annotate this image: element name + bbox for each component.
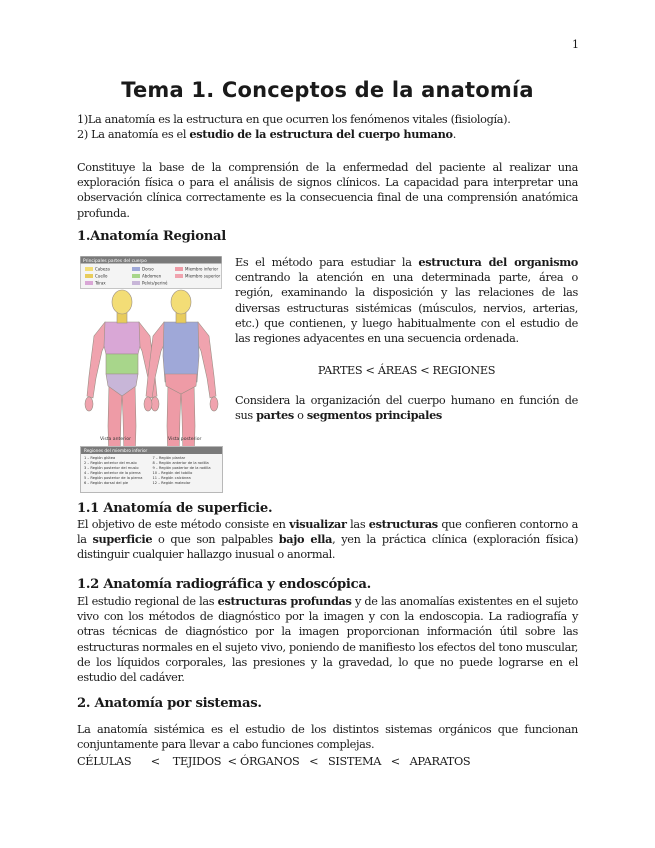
page-number: 1 xyxy=(572,38,579,51)
legend-head: Cabeza xyxy=(95,266,110,272)
systems-paragraph: La anatomía sistémica es el estudio de los distintos sistemas orgánicos que funcionan conjuntamente para llevar a cabo funciones complejas. xyxy=(77,723,578,752)
regional-formula: PARTES < ÁREAS < REGIONES xyxy=(317,364,496,377)
region-item: 2 – Región anterior del muslo xyxy=(84,461,137,465)
region-item: 11 – Región calcánea xyxy=(152,476,191,480)
intro-list xyxy=(77,112,577,142)
regions-list xyxy=(81,454,222,487)
region-item: 12 – Región maleolar xyxy=(152,481,191,485)
region-item: 6 – Región dorsal del pie xyxy=(84,481,129,485)
region-item: 4 – Región anterior de la pierna xyxy=(84,471,141,475)
legend-pelvis: Pelvis/periné xyxy=(142,280,168,286)
section-1-heading: 1.Anatomía Regional xyxy=(77,229,226,244)
radiographic-paragraph: El estudio regional de las estructuras profundas y de las anomalías existentes en el sujeto vivo con los métodos de diagnóstico por la imagen y con la endoscopia. La radiografía y otras técnicas de diagnóstico por la imagen proporcionan información útil sobre las estructuras normales en el sujeto vivo, poniendo de manifiesto los efectos del tono muscular, de los líquidos corporales, las presiones y la gravedad, lo que no puede lograrse en el estudio del cadáver. xyxy=(77,594,579,685)
region-item: 3 – Región posterior del muslo xyxy=(84,466,139,470)
surface-paragraph: El objetivo de este método consiste en visualizar las estructuras que confieren contorno a la superficie o que son palpables bajo ella, yen la práctica clínica (exploración física) distinguir cualquier hallazgo inusual o anormal. xyxy=(77,517,578,562)
region-item: 7 – Región plantar xyxy=(152,456,186,460)
section-1-1-heading: 1.1 Anatomía de superficie. xyxy=(77,501,273,516)
section-2-heading: 2. Anatomía por sistemas. xyxy=(77,696,262,711)
legend-title: Principales partes del cuerpo xyxy=(83,259,147,264)
legend-upper-limb: Miembro superior xyxy=(185,273,221,279)
region-item: 10 – Región del tobillo xyxy=(152,471,193,475)
region-item: 8 – Región anterior de la rodilla xyxy=(152,461,209,465)
regions-table xyxy=(80,446,223,493)
legend-abdomen: Abdomen xyxy=(142,273,162,279)
region-item: 9 – Región posterior de la rodilla xyxy=(152,466,211,470)
regions-table-title: Regiones del miembro inferior xyxy=(81,447,222,454)
front-view-label: Vista anterior xyxy=(100,437,132,442)
regional-paragraph: Es el método para estudiar la estructura del organismo centrando la atención en una determinada parte, área o región, examinando la disposición y las relaciones de las diversas estructuras sistémicas (músculos, nervios, arterias, etc.) que contienen, y luego habitualmente con el estudio de las regiones adyacentes en una secuencia ordenada. xyxy=(235,255,578,346)
legend-thorax: Tórax xyxy=(95,280,106,286)
back-view-label: Vista posterior xyxy=(168,437,202,442)
intro-item-1: 1)La anatomía es la estructura en que ocurren los fenómenos vitales (fisiología). xyxy=(77,113,511,126)
region-item: 5 – Región posterior de la pierna xyxy=(84,476,143,480)
page-title: Tema 1. Conceptos de la anatomía xyxy=(121,78,534,102)
legend-neck: Cuello xyxy=(95,273,108,279)
section-1-2-heading: 1.2 Anatomía radiográfica y endoscópica. xyxy=(77,577,371,592)
intro-item-2: 2) La anatomía es el estudio de la estructura del cuerpo humano. xyxy=(77,127,456,142)
legend-back: Dorso xyxy=(142,266,154,272)
intro-paragraph: Constituye la base de la comprensión de la enfermedad del paciente al realizar una exploración física o para el análisis de signos clínicos. La capacidad para interpretar una observación clínica correctamente es la consecuencia final de una comprensión anatómica profunda. xyxy=(77,161,578,220)
regional-paragraph-2: Considera la organización del cuerpo humano en función de sus partes o segmentos principales xyxy=(235,394,578,423)
systems-sequence: CÉLULAS < TEJIDOS < ÓRGANOS < SISTEMA < APARATOS xyxy=(77,755,471,768)
region-item: 1 – Región glútea xyxy=(84,456,116,460)
legend-lower-limb: Miembro inferior xyxy=(185,266,219,272)
